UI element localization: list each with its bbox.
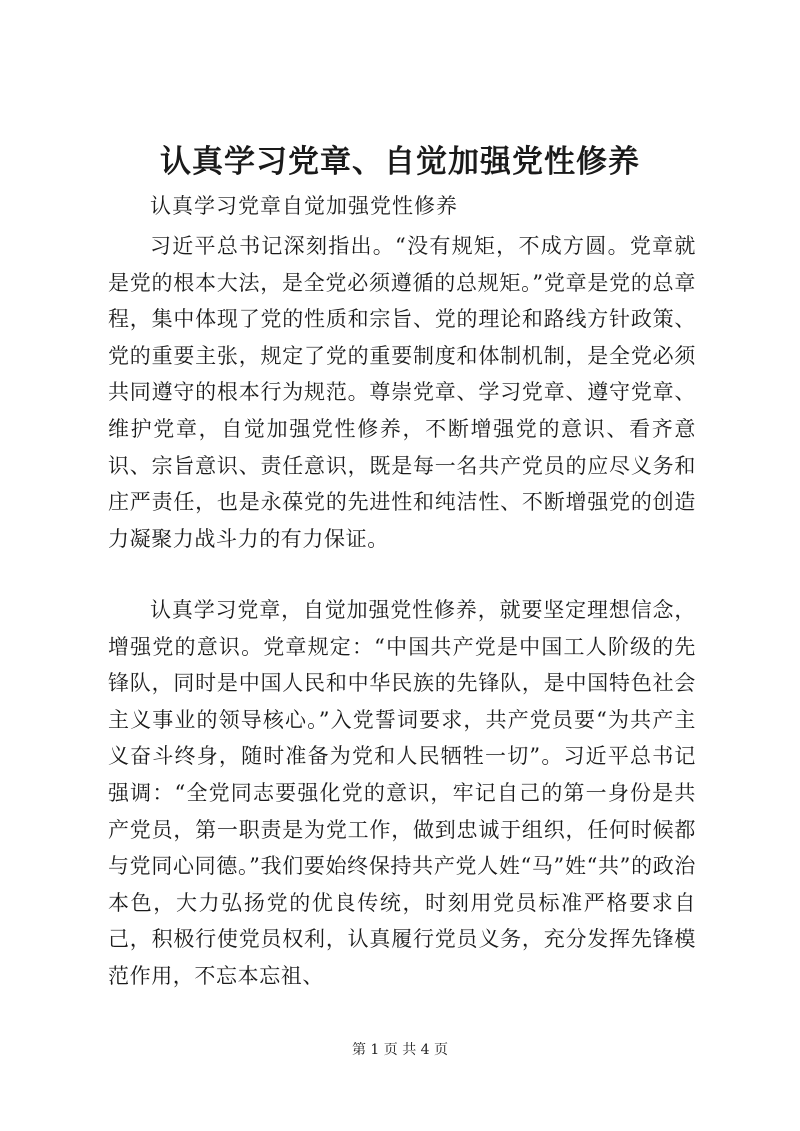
paragraph-1: 习近平总书记深刻指出。“没有规矩，不成方圆。党章就是党的根本大法，是全党必须遵循的总规矩。”党章是党的总章程，集中体现了党的性质和宗旨、党的理论和路线方针政策、党的重要主张，规定了党的重要制度和体制机制，是全党必须共同遵守的根本行为规范。尊崇党章、学习党章、遵守党章、维护党章，自觉加强党性修养，不断增强党的意识、看齐意识、宗旨意识、责任意识，既是每一名共产党员的应尽义务和庄严责任，也是永葆党的先进性和纯洁性、不断增强党的创造力凝聚力战斗力的有力保证。 [108, 234, 696, 551]
document-subtitle: 认真学习党章自觉加强党性修养 [150, 194, 458, 218]
page-number-footer: 第 1 页 共 4 页 [351, 1042, 449, 1058]
document-title: 认真学习党章、自觉加强党性修养 [160, 144, 640, 180]
paragraph-2: 认真学习党章，自觉加强党性修养，就要坚定理想信念，增强党的意识。党章规定：“中国共产党是中国工人阶级的先锋队，同时是中国人民和中华民族的先锋队，是中国特色社会主义事业的领导核心。”入党誓词要求，共产党员要“为共产主义奋斗终身，随时准备为党和人民牺牲一切”。习近平总书记强调：“全党同志要强化党的意识，牢记自己的第一身份是共产党员，第一职责是为党工作，做到忠诚于组织，任何时候都与党同心同德。”我们要始终保持共产党人姓“马”姓“共”的政治本色，大力弘扬党的优良传统，时刻用党员标准严格要求自己，积极行使党员权利，认真履行党员义务，充分发挥先锋模范作用，不忘本忘祖、 [108, 598, 696, 988]
